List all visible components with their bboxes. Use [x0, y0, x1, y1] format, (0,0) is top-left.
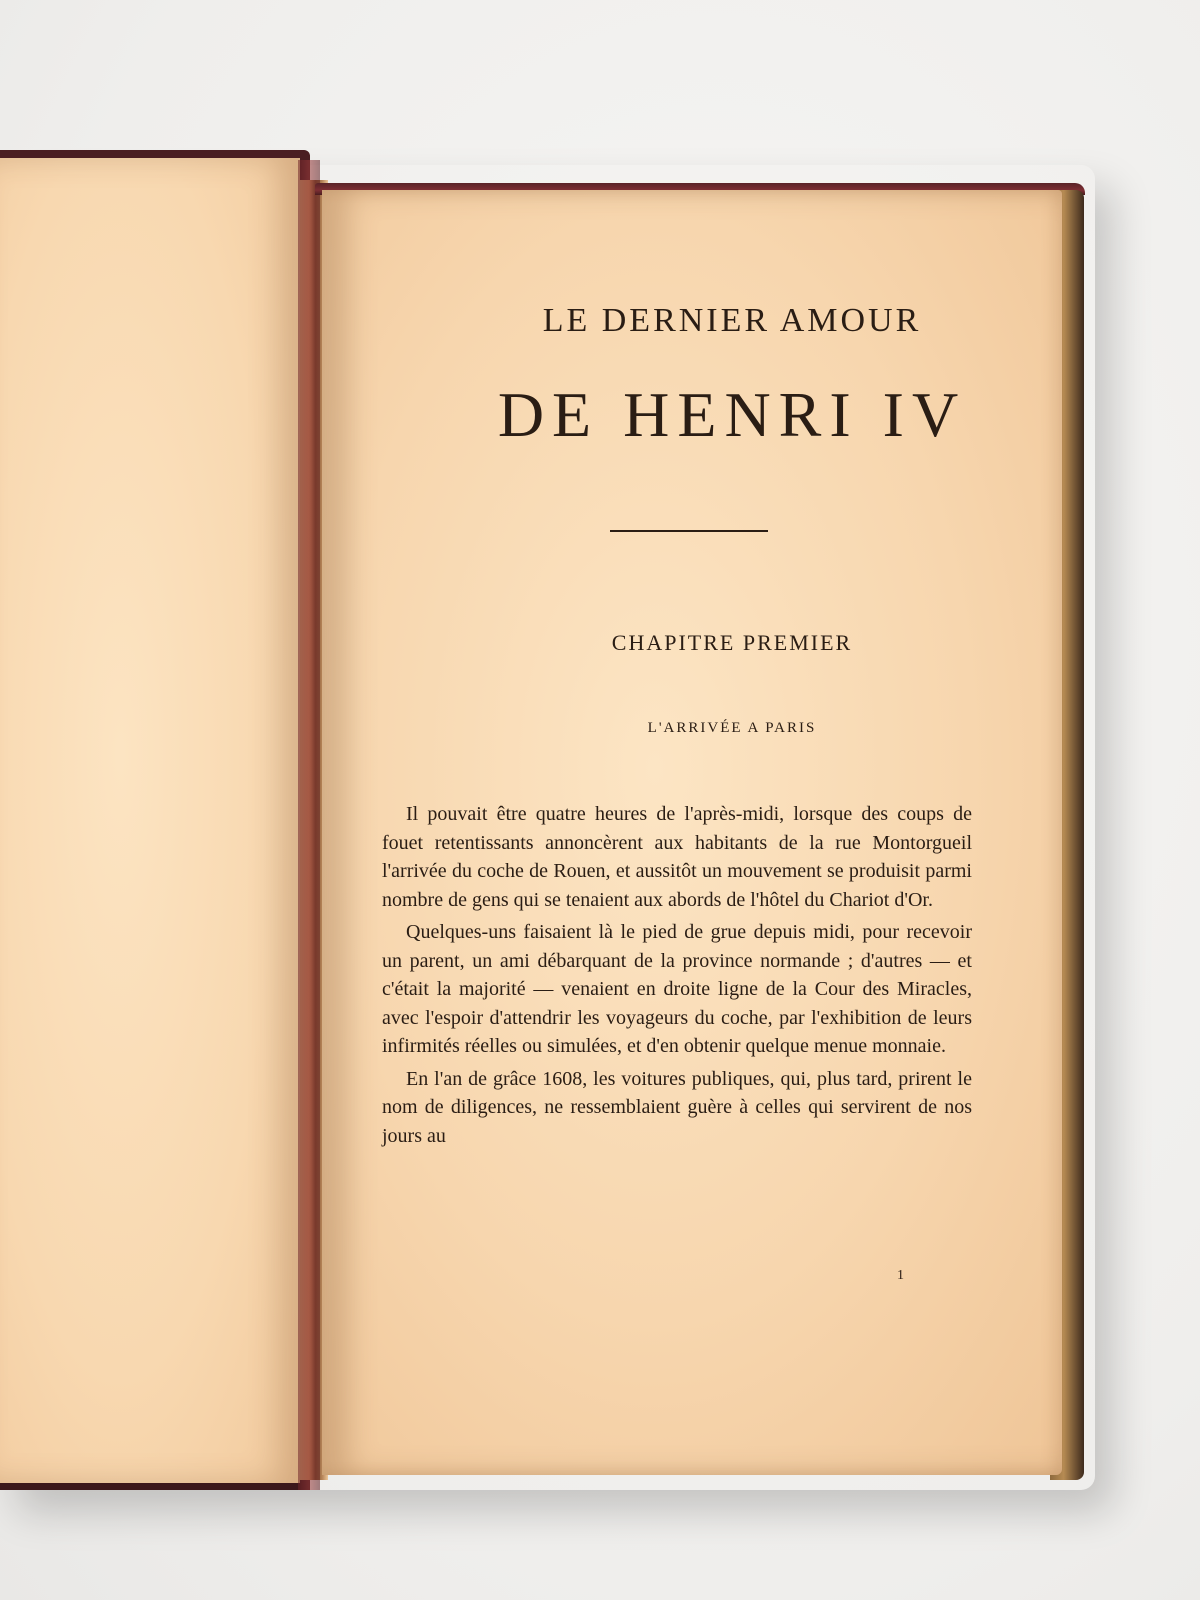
page-text	[322, 190, 1062, 1475]
left-page-blank	[0, 158, 300, 1483]
body-text	[382, 800, 972, 1154]
paragraph: Quelques-uns faisaient là le pied de grue depuis midi, pour recevoir un parent, un ami débarquant de la province normande ; d'autres — et c'était la majorité — venaient en droite ligne de la Cour des Miracles, avec l'espoir d'attendrir les voyageurs du coche, par l'exhibition de leurs infirmités réelles ou simulées, et d'en obtenir quelque menue monnaie.	[382, 921, 972, 1057]
right-page	[322, 190, 1062, 1475]
chapter-subtitle: L'ARRIVÉE A PARIS	[647, 720, 817, 736]
book-title-line2: DE HENRI IV	[497, 379, 967, 450]
spine-edge	[298, 160, 320, 1490]
chapter-heading: CHAPITRE PREMIER	[611, 630, 853, 655]
paragraph: En l'an de grâce 1608, les voitures publiques, qui, plus tard, prirent le nom de diligences, ne ressemblaient guère à celles qui servirent de nos jours au	[382, 1067, 972, 1147]
paragraph: Il pouvait être quatre heures de l'après-midi, lorsque des coups de fouet retentissants annoncèrent aux habitants de la rue Montorgueil l'arrivée du coche de Rouen, et aussitôt un mouvement se produisit parmi nombre de gens qui se tenaient aux abords de l'hôtel du Chariot d'Or.	[382, 803, 972, 911]
title-rule	[610, 530, 768, 532]
book-title-line1: LE DERNIER AMOUR	[542, 302, 922, 339]
page-number: 1	[897, 1268, 904, 1283]
